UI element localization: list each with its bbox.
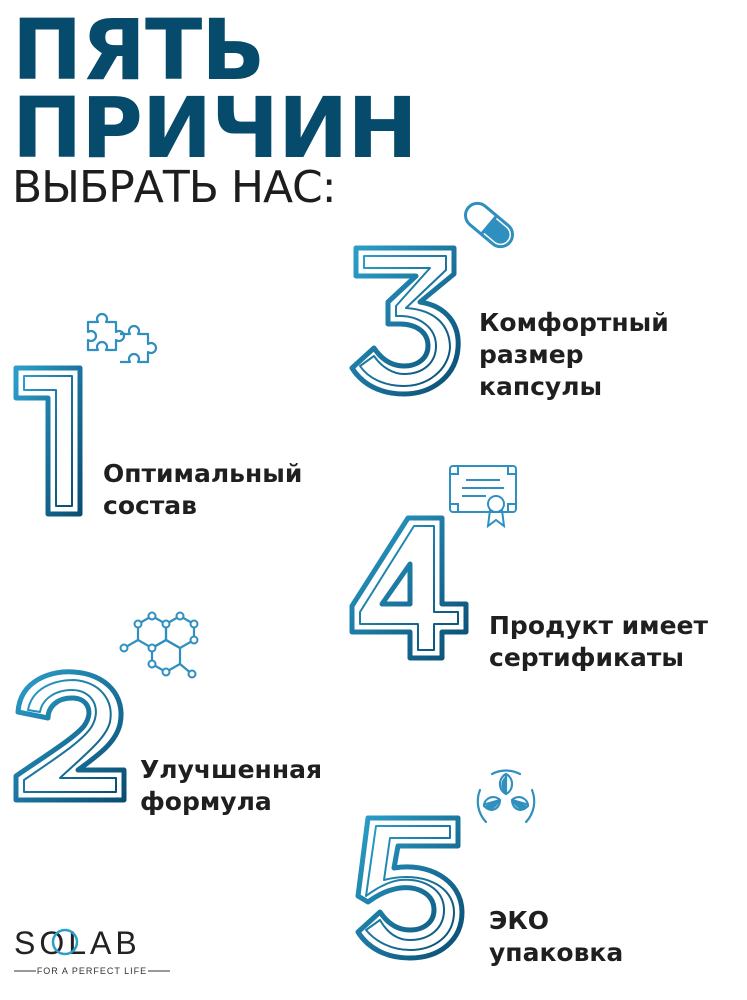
- logo-wordmark: SOLAB: [14, 925, 141, 961]
- reason-2-line-2: формула: [140, 787, 272, 816]
- digit-2-outline: [8, 666, 138, 806]
- heading-line-2: ПРИЧИН: [12, 79, 417, 177]
- certificate-icon: [446, 462, 520, 530]
- reason-1-line-1: Оптимальный: [103, 459, 303, 488]
- logo-tagline: FOR A PERFECT LIFE: [36, 966, 148, 976]
- reason-5-line-1: ЭКО: [489, 906, 550, 935]
- reason-3-label: [479, 307, 669, 403]
- reason-4-label: [489, 610, 708, 674]
- digit-3-outline: [346, 240, 466, 398]
- reason-3-line-1: Комфортный: [479, 308, 669, 337]
- reason-2-line-1: Улучшенная: [140, 755, 323, 784]
- reason-3-line-2: размер: [479, 340, 584, 369]
- reason-3-line-3: капсулы: [479, 372, 603, 401]
- solab-logo: [12, 922, 172, 982]
- capsule-icon: [456, 192, 522, 258]
- reason-4-line-2: сертификаты: [489, 643, 684, 672]
- reason-5-line-2: упаковка: [489, 938, 624, 967]
- molecule-icon: [118, 612, 198, 684]
- reason-1-line-2: состав: [103, 491, 197, 520]
- reason-4-line-1: Продукт имеет: [489, 611, 708, 640]
- heading-line-1: ПЯТЬ: [12, 1, 265, 99]
- digit-4-outline: [344, 512, 476, 664]
- reason-2-label: [140, 754, 322, 818]
- digit-5-outline: [352, 812, 468, 962]
- digit-1-outline: [10, 360, 100, 520]
- heading-line-3: ВЫБРАТЬ НАС:: [12, 162, 336, 213]
- eco-leaves-icon: [470, 768, 542, 834]
- puzzle-icon: [84, 312, 156, 374]
- reason-1-label: [103, 458, 302, 522]
- reason-5-label: [489, 905, 623, 969]
